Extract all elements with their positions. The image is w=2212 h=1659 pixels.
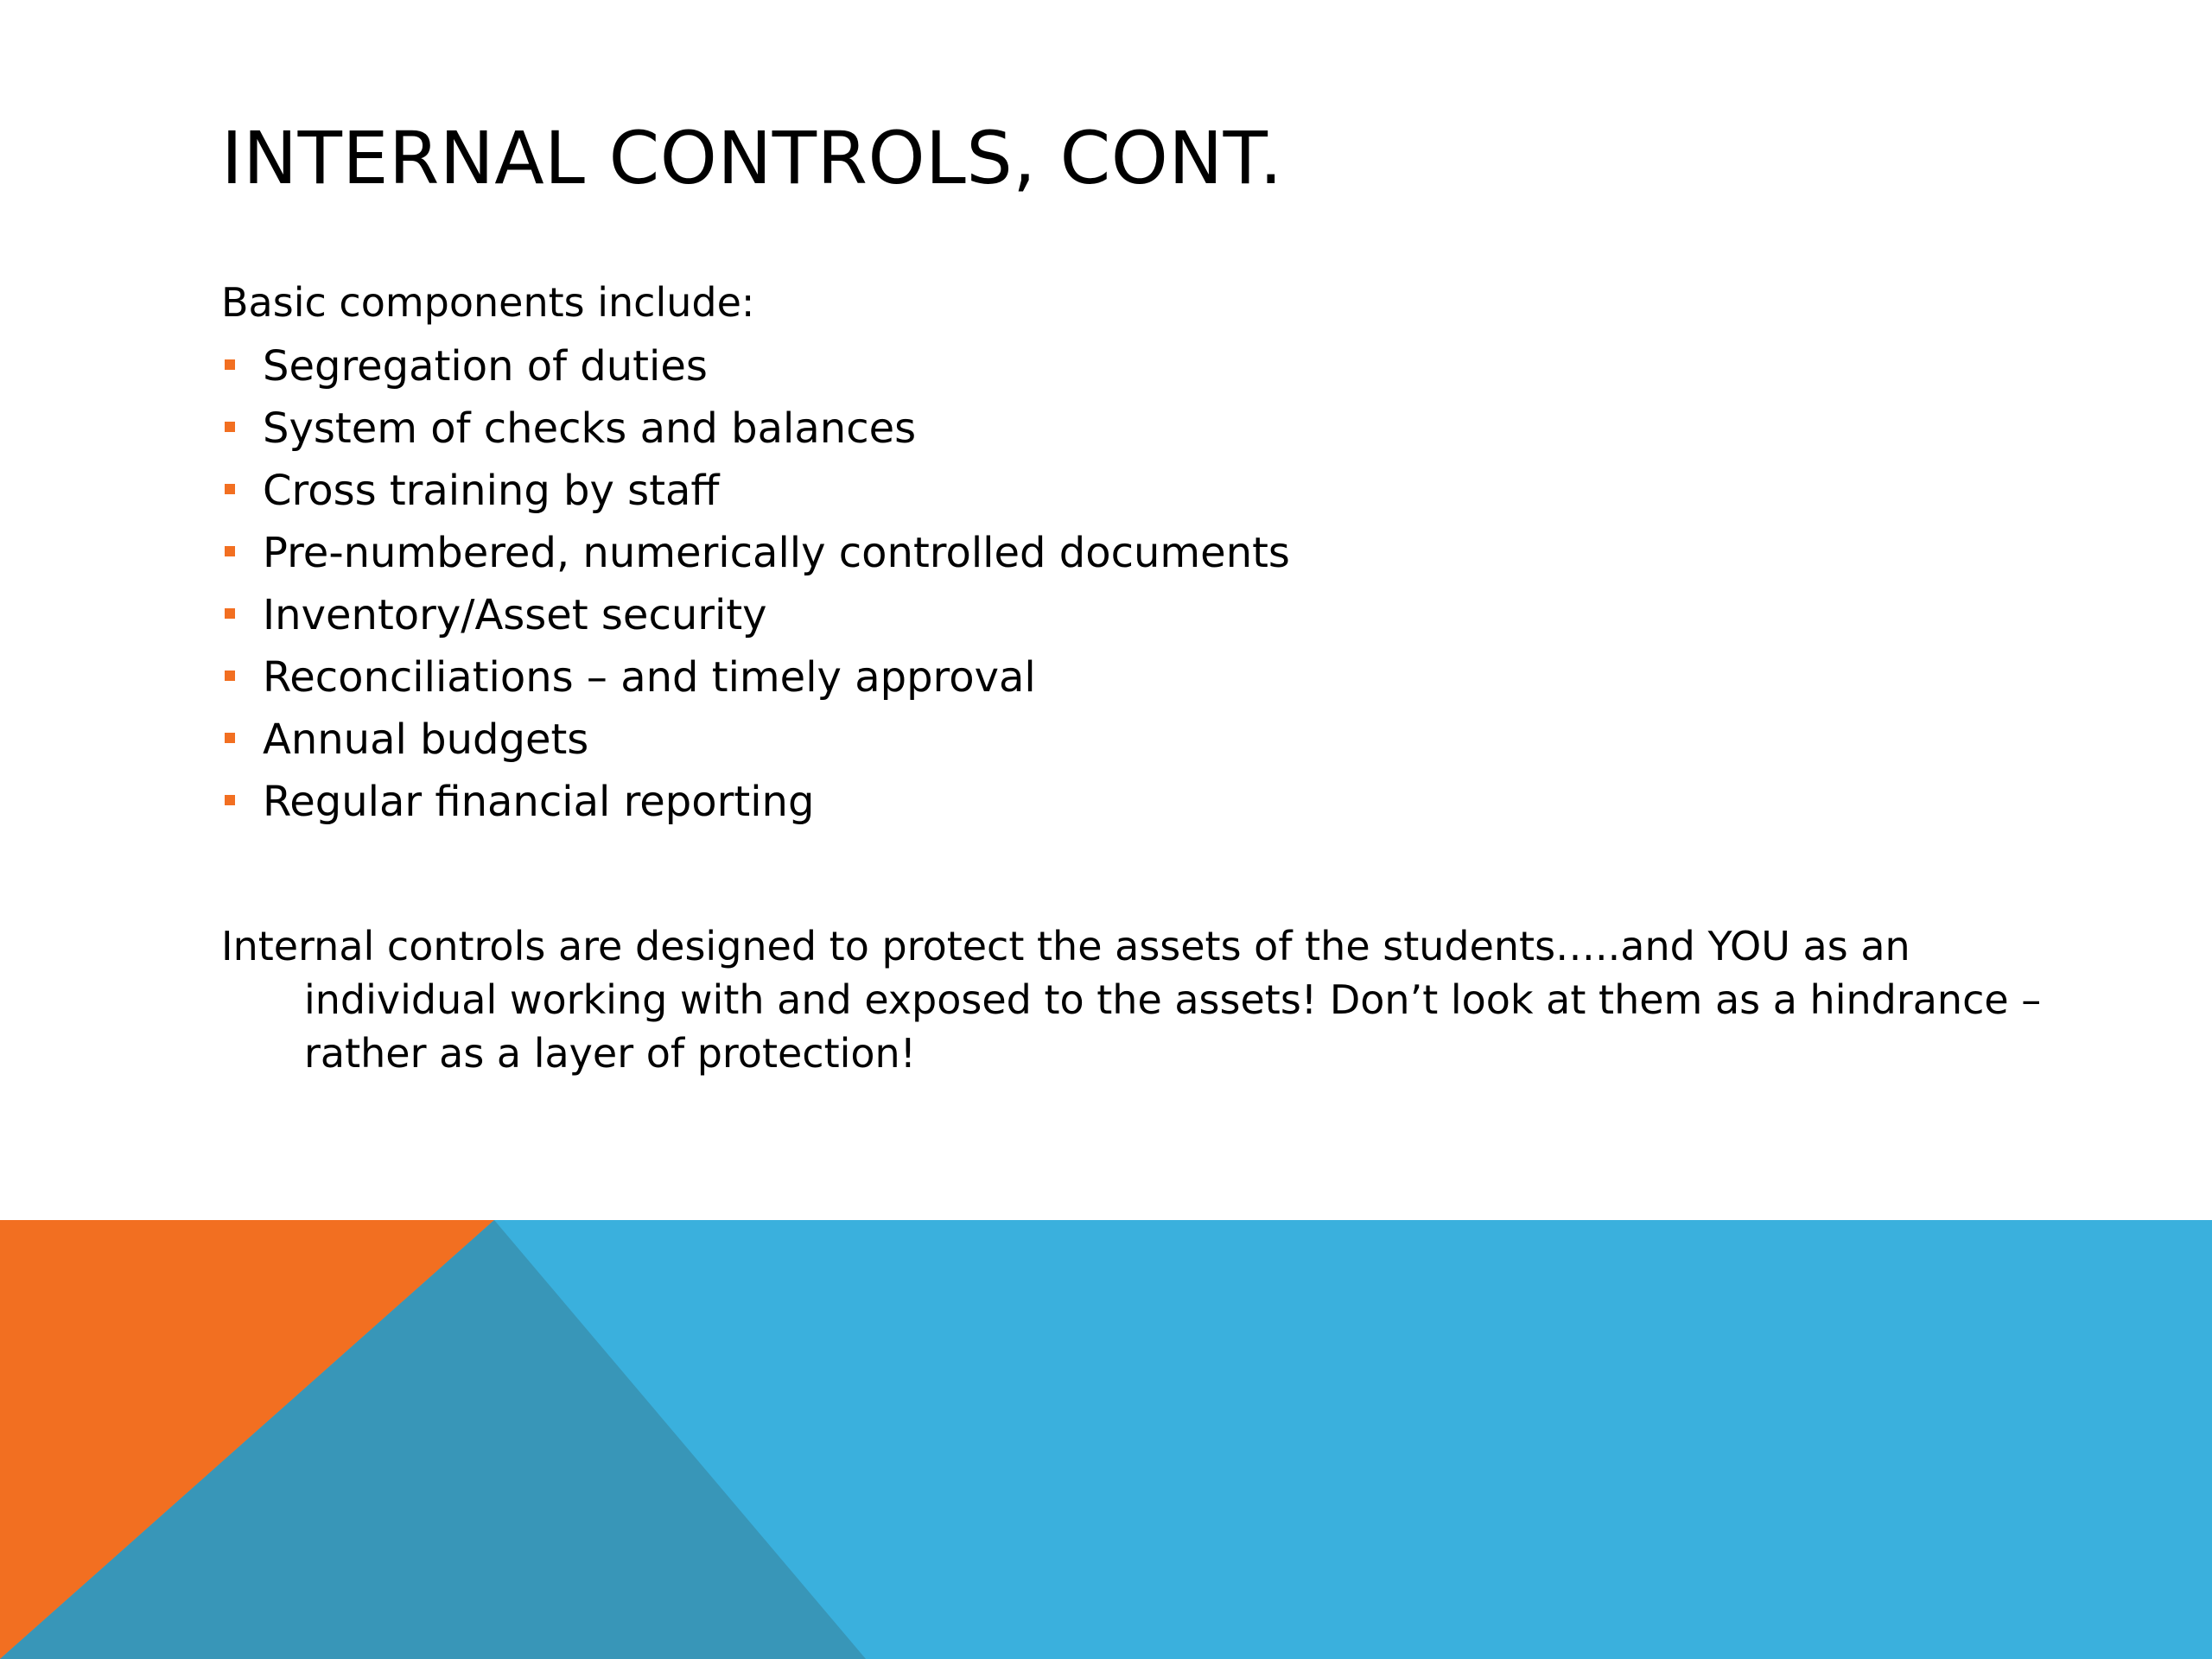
square-bullet-icon: [225, 795, 235, 805]
square-bullet-icon: [225, 546, 235, 556]
square-bullet-icon: [225, 733, 235, 743]
bullet-item: [221, 709, 2036, 771]
intro-text: Basic components include:: [221, 279, 755, 326]
bullet-item: [221, 584, 2036, 646]
square-bullet-icon: [225, 359, 235, 370]
bullet-text: System of checks and balances: [263, 404, 917, 453]
decorative-footer-shapes: [0, 1220, 2212, 1659]
bullet-text: Pre-numbered, numerically controlled documents: [263, 529, 1290, 577]
slide-title: INTERNAL CONTROLS, CONT.: [221, 116, 1283, 200]
bullet-item: [221, 646, 2036, 709]
bullet-text: Inventory/Asset security: [263, 591, 767, 639]
square-bullet-icon: [225, 608, 235, 619]
bullet-item: [221, 397, 2036, 460]
square-bullet-icon: [225, 671, 235, 681]
bullet-item: [221, 335, 2036, 397]
bullet-item: [221, 771, 2036, 833]
square-bullet-icon: [225, 484, 235, 494]
closing-paragraph: Internal controls are designed to protect the assets of the students…..and YOU as an individual working with and exposed to the assets! Don’t look at them as a hindrance – rather as a layer of protection!: [221, 923, 2042, 1077]
bullet-item: [221, 460, 2036, 522]
bullet-list: [221, 335, 2036, 833]
bullet-item: [221, 522, 2036, 584]
bullet-text: Segregation of duties: [263, 342, 708, 391]
bullet-text: Annual budgets: [263, 715, 589, 764]
bullet-text: Cross training by staff: [263, 467, 720, 515]
bullet-text: Regular financial reporting: [263, 778, 815, 826]
square-bullet-icon: [225, 422, 235, 432]
bullet-text: Reconciliations – and timely approval: [263, 653, 1036, 702]
slide-body: [221, 273, 2042, 1120]
